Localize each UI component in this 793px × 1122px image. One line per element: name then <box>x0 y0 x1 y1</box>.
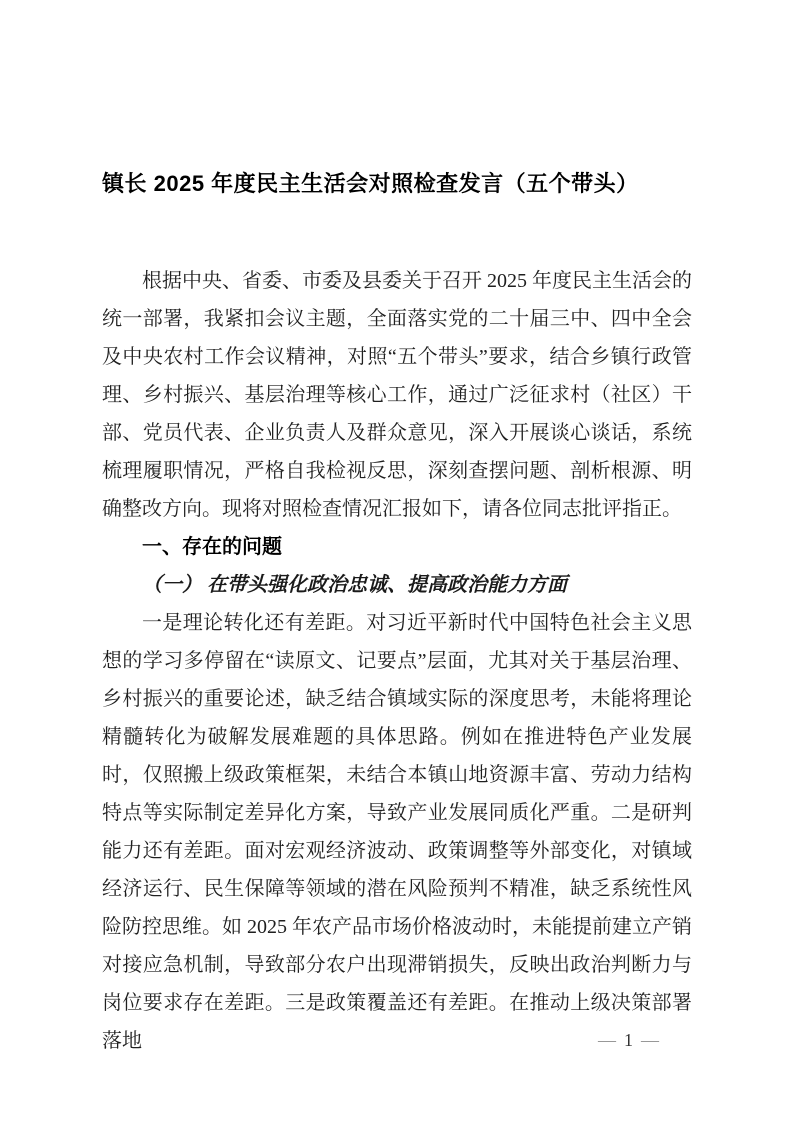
page-footer <box>598 1028 659 1052</box>
page-number-dash-left: — <box>598 1030 616 1050</box>
page-number: 1 <box>624 1030 633 1050</box>
document-title: 镇长 2025 年度民主生活会对照检查发言（五个带头） <box>102 171 639 196</box>
subsection-heading-political-loyalty: （一） 在带头强化政治忠诚、提高政治能力方面 <box>142 574 567 596</box>
subsection-body-paragraph: 一是理论转化还有差距。对习近平新时代中国特色社会主义思想的学习多停留在“读原文、记要点”层面，尤其对关于基层治理、乡村振兴的重要论述，缺乏结合镇域实际的深度思考，未能将理论精髓转化为破解发展难题的具体思路。例如在推进特色产业发展时，仅照搬上级政策框架，未结合本镇山地资源丰富、劳动力结构特点等实际制定差异化方案，导致产业发展同质化严重。二是研判能力还有差距。面对宏观经济波动、政策调整等外部变化，对镇域经济运行、民生保障等领域的潜在风险预判不精准，缺乏系统性风险防控思维。如 2025 年农产品市场价格波动时，未能提前建立产销对接应急机制，导致部分农户出现滞销损失，反映出政治判断力与岗位要求存在差距。三是政策覆盖还有差距。在推动上级决策部署落地 <box>102 612 692 1052</box>
document-content <box>102 170 692 1060</box>
section-heading-problems: 一、存在的问题 <box>142 536 282 558</box>
page-number-dash-right: — <box>641 1030 659 1050</box>
intro-paragraph: 根据中央、省委、市委及县委关于召开 2025 年度民主生活会的统一部署，我紧扣会议主题，全面落实党的二十届三中、四中全会及中央农村工作会议精神，对照“五个带头”要求，结合乡镇行政管理、乡村振兴、基层治理等核心工作，通过广泛征求村（社区）干部、党员代表、企业负责人及群众意见，深入开展谈心谈话，系统梳理履职情况，严格自我检视反思，深刻查摆问题、剖析根源、明确整改方向。现将对照检查情况汇报如下，请各位同志批评指正。 <box>102 270 692 520</box>
